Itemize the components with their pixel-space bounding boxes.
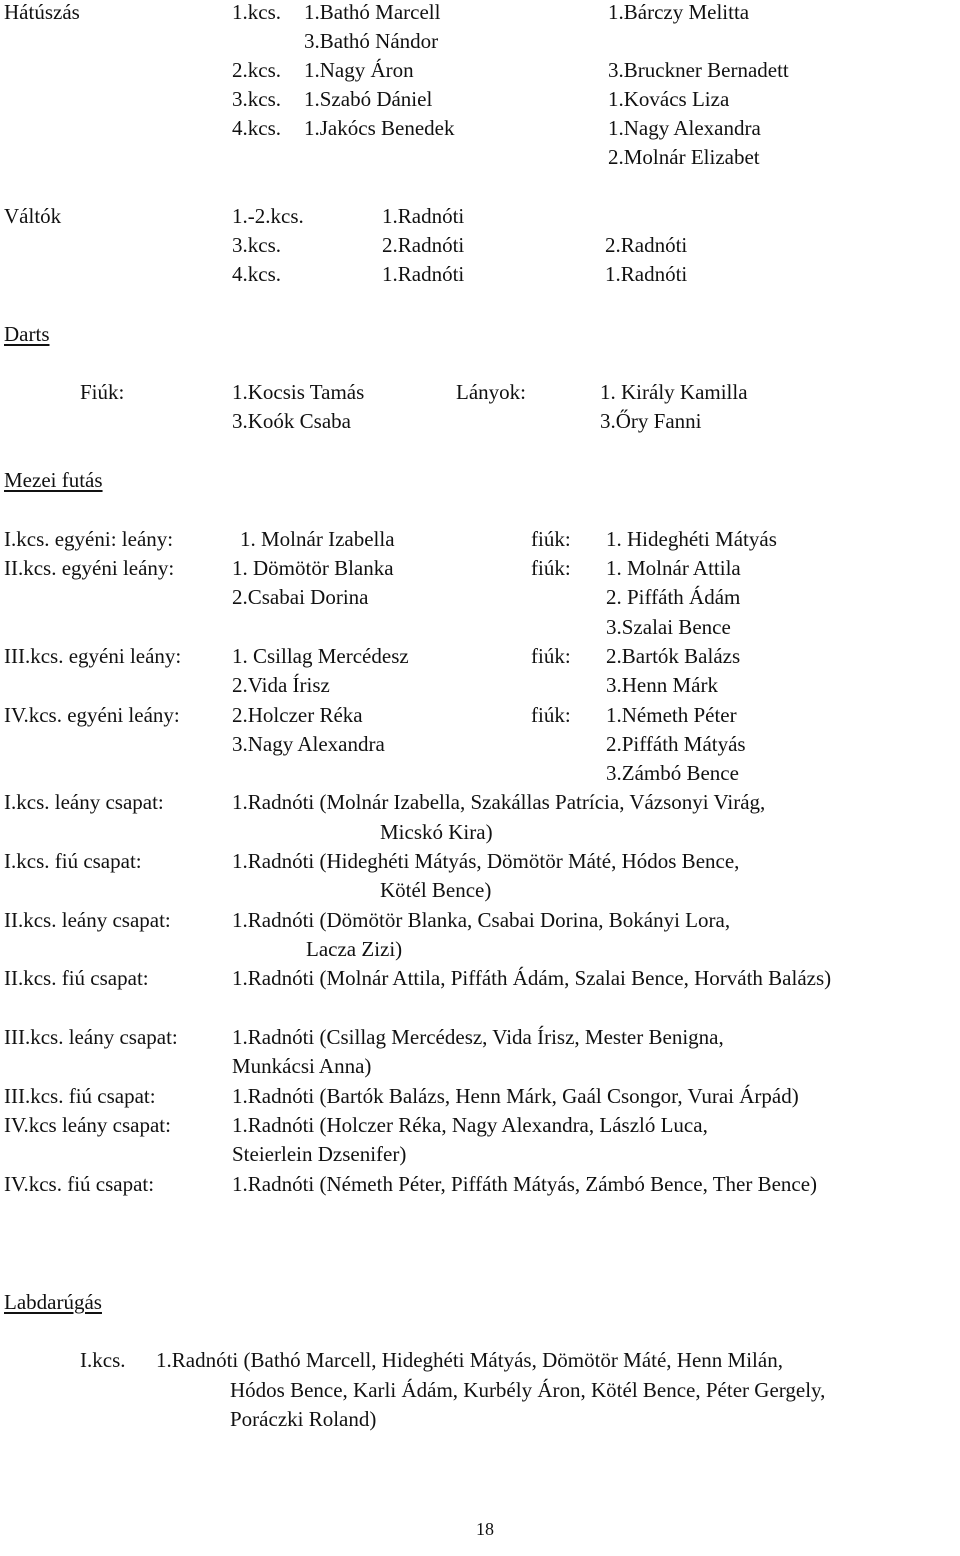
girl-result: 1. Molnár Izabella [240,527,395,551]
boy-result: 3.Szalai Bence [606,615,731,639]
team-result: 1.Radnóti (Hideghéti Mátyás, Dömötör Máté, Hódos Bence, [232,849,740,873]
girl-result: 1.Radnóti [605,262,688,286]
boys-label: fiúk: [531,527,571,551]
boys-label: fiúk: [531,703,571,727]
girl-result: 1. Dömötör Blanka [232,556,394,580]
girl-result: 2.Radnóti [605,233,688,257]
category-label: II.kcs. egyéni leány: [4,556,175,580]
team-category: IV.kcs. fiú csapat: [4,1172,155,1196]
section-title-football: Labdarúgás [4,1290,102,1314]
team-label: 1.-2.kcs. [232,204,304,228]
boy-result: 1.Jakócs Benedek [304,116,455,140]
girl-result: 2.Holczer Réka [232,703,363,727]
boy-result: 1.Németh Péter [606,703,737,727]
team-result: 1.Radnóti (Molnár Attila, Piffáth Ádám, Szalai Bence, Horváth Balázs) [232,966,832,990]
boy-result: 3.Koók Csaba [232,409,351,433]
boy-result: 1. Hideghéti Mátyás [606,527,777,551]
team-category: II.kcs. leány csapat: [4,908,171,932]
team-label: 4.kcs. [232,262,281,286]
section-title-relay: Váltók [4,204,62,228]
team-result-cont: Poráczki Roland) [230,1407,377,1431]
boy-result: 1.Kocsis Tamás [232,380,365,404]
girl-result: 1.Bárczy Melitta [608,0,750,24]
boy-result: 2.Piffáth Mátyás [606,732,746,756]
category-label: I.kcs. egyéni: leány: [4,527,174,551]
team-result-cont: Micskó Kira) [380,820,493,844]
girl-result: 1.Nagy Alexandra [608,116,761,140]
girl-result: 2.Vida Írisz [232,673,330,697]
team-result: 1.Radnóti (Molnár Izabella, Szakállas Patrícia, Vázsonyi Virág, [232,790,766,814]
girls-label: Lányok: [456,380,526,404]
section-title-backstroke: Hátúszás [4,0,80,24]
team-result-cont: Kötél Bence) [380,878,492,902]
boy-result: 3.Bathó Nándor [304,29,439,53]
team-result: 1.Radnóti (Németh Péter, Piffáth Mátyás, Zámbó Bence, Ther Bence) [232,1172,818,1196]
girl-result: 3.Bruckner Bernadett [608,58,789,82]
boy-result: 1. Molnár Attila [606,556,741,580]
team-category: III.kcs. fiú csapat: [4,1084,156,1108]
boy-result: 3.Henn Márk [606,673,718,697]
team-label: 2.kcs. [232,58,281,82]
boys-label: Fiúk: [80,380,125,404]
team-category: I.kcs. leány csapat: [4,790,164,814]
category-label: III.kcs. egyéni leány: [4,644,182,668]
boy-result: 1.Radnóti [382,204,465,228]
team-label: 1.kcs. [232,0,281,24]
team-result: 1.Radnóti (Bathó Marcell, Hideghéti Mátyás, Dömötör Máté, Henn Milán, [156,1348,783,1372]
boy-result: 1.Bathó Marcell [304,0,441,24]
team-category: III.kcs. leány csapat: [4,1025,178,1049]
girl-result: 2.Csabai Dorina [232,585,369,609]
boys-label: fiúk: [531,644,571,668]
page-number: 18 [476,1519,494,1539]
team-result: 1.Radnóti (Bartók Balázs, Henn Márk, Gaál Csongor, Vurai Árpád) [232,1084,799,1108]
team-result-cont: Hódos Bence, Karli Ádám, Kurbély Áron, Kötél Bence, Péter Gergely, [230,1378,826,1402]
boy-result: 2. Piffáth Ádám [606,585,741,609]
boys-label: fiúk: [531,556,571,580]
boy-result: 1.Nagy Áron [304,58,414,82]
team-category: I.kcs. fiú csapat: [4,849,142,873]
category-label: IV.kcs. egyéni leány: [4,703,180,727]
boy-result: 1.Radnóti [382,262,465,286]
team-result-cont: Lacza Zizi) [306,937,403,961]
girl-result: 1. Csillag Mercédesz [232,644,409,668]
boy-result: 2.Bartók Balázs [606,644,741,668]
team-label: 4.kcs. [232,116,281,140]
girl-result: 3.Őry Fanni [600,409,702,433]
team-label: I.kcs. [80,1348,126,1372]
team-label: 3.kcs. [232,233,281,257]
boy-result: 1.Szabó Dániel [304,87,433,111]
boy-result: 2.Radnóti [382,233,465,257]
team-result: 1.Radnóti (Csillag Mercédesz, Vida Írisz, Mester Benigna, [232,1025,724,1049]
section-title-darts: Darts [4,322,50,346]
section-title-cross-country: Mezei futás [4,468,103,492]
girl-result: 3.Nagy Alexandra [232,732,385,756]
girl-result: 1.Kovács Liza [608,87,730,111]
team-result: 1.Radnóti (Dömötör Blanka, Csabai Dorina, Bokányi Lora, [232,908,731,932]
team-result-cont: Steierlein Dzsenifer) [232,1142,407,1166]
team-label: 3.kcs. [232,87,281,111]
team-category: IV.kcs leány csapat: [4,1113,171,1137]
girl-result: 1. Király Kamilla [600,380,748,404]
team-result-cont: Munkácsi Anna) [232,1054,372,1078]
team-category: II.kcs. fiú csapat: [4,966,149,990]
team-result: 1.Radnóti (Holczer Réka, Nagy Alexandra, László Luca, [232,1113,708,1137]
boy-result: 3.Zámbó Bence [606,761,739,785]
girl-result: 2.Molnár Elizabet [608,145,760,169]
